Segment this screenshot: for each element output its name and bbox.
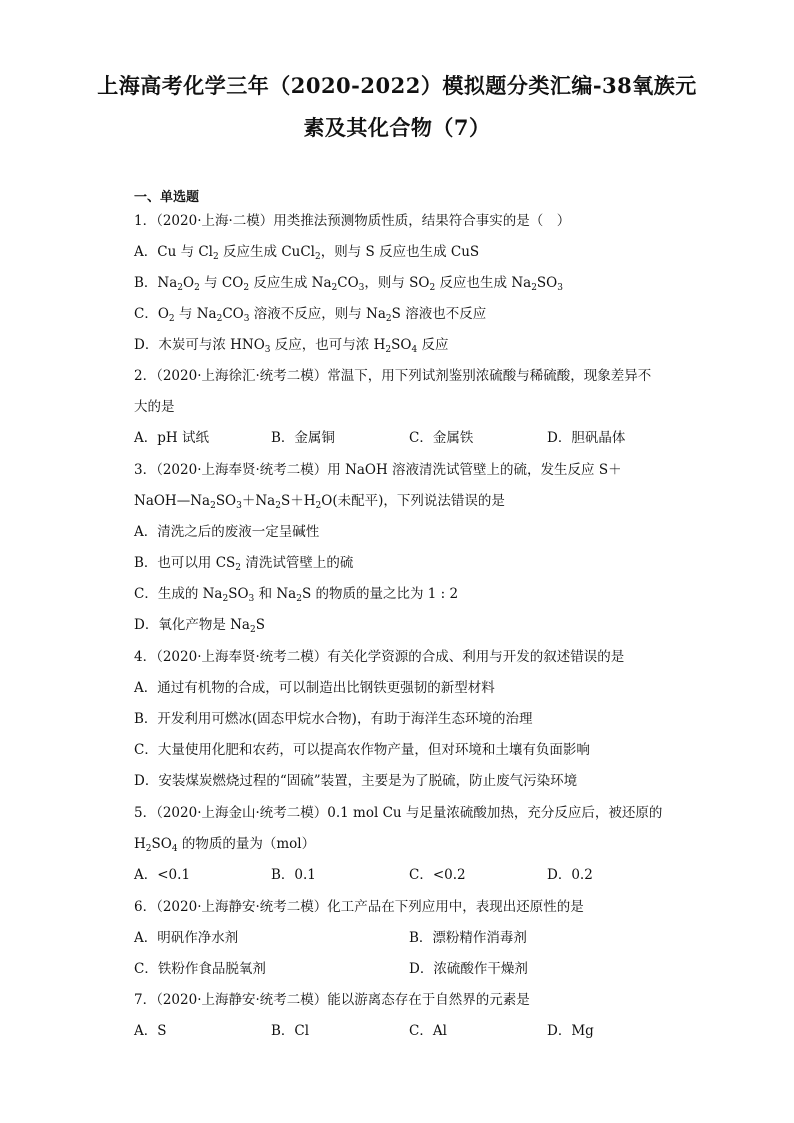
- q6-option-b: B．漂粉精作消毒剂: [409, 930, 527, 946]
- q1-option-b: B．$Na_2O_2$ 与 $CO_2$ 反应生成 $Na_2CO_3$，则与 $SO_2$ 反应也生成 $Na_2SO_3$: [134, 275, 563, 293]
- q2-option-d: D．胆矾晶体: [547, 430, 626, 446]
- q3-stem-line-1: 3．（2020·上海奉贤·统考二模）用 NaOH 溶液清洗试管壁上的硫，发生反应 S＋: [134, 462, 622, 478]
- q4-option-a: A．通过有机物的合成，可以制造出比钢铁更强韧的新型材料: [134, 680, 495, 696]
- q4-stem: 4．（2020·上海奉贤·统考二模）有关化学资源的合成、利用与开发的叙述错误的是: [134, 649, 625, 665]
- q2-option-a: A．pH 试纸: [134, 430, 209, 446]
- q2-stem-line-1: 2．（2020·上海徐汇·统考二模）常温下，用下列试剂鉴别浓硫酸与稀硫酸，现象差异不: [134, 368, 652, 384]
- q2-option-c: C．金属铁: [409, 430, 474, 446]
- q5-option-c: C．<0.2: [409, 867, 466, 883]
- q3-option-d: D．氧化产物是 $Na_2S$: [134, 617, 265, 635]
- q7-option-c: C．Al: [409, 1023, 447, 1039]
- q7-stem: 7．（2020·上海静安·统考二模）能以游离态存在于自然界的元素是: [134, 992, 530, 1008]
- q3-stem-line-2: $NaOH—Na_2SO_3+Na_2S+H_2O$(未配平)，下列说法错误的是: [134, 493, 505, 511]
- q5-stem-line-2: $H_2SO_4$ 的物质的量为（mol）: [134, 836, 316, 854]
- section-heading: 一、单选题: [134, 190, 200, 205]
- q6-stem: 6．（2020·上海静安·统考二模）化工产品在下列应用中，表现出还原性的是: [134, 899, 584, 915]
- q4-option-b: B．开发利用可燃冰(固态甲烷水合物)，有助于海洋生态环境的治理: [134, 711, 533, 727]
- q6-option-a: A．明矾作净水剂: [134, 930, 239, 946]
- q3-option-c: C．生成的 $Na_2SO_3$ 和 $Na_2S$ 的物质的量之比为 1 : 2: [134, 586, 459, 604]
- q6-option-c: C．铁粉作食品脱氧剂: [134, 961, 266, 977]
- page-title-line-1: 上海高考化学三年（2020-2022）模拟题分类汇编-38氧族元: [97, 73, 697, 98]
- q7-option-a: A．S: [134, 1023, 167, 1039]
- q5-option-b: B．0.1: [271, 867, 316, 883]
- q5-stem-line-1: 5．（2020·上海金山·统考二模）0.1 mol Cu 与足量浓硫酸加热，充分反应后，被还原的: [134, 805, 663, 821]
- q2-option-b: B．金属铜: [271, 430, 335, 446]
- q5-option-a: A．<0.1: [134, 867, 191, 883]
- q3-option-a: A．清洗之后的废液一定呈碱性: [134, 524, 320, 540]
- q7-option-b: B．Cl: [271, 1023, 310, 1039]
- q7-option-d: D．Mg: [547, 1023, 594, 1039]
- q4-option-c: C．大量使用化肥和农药，可以提高农作物产量，但对环境和土壤有负面影响: [134, 742, 590, 758]
- q5-option-d: D．0.2: [547, 867, 593, 883]
- q1-stem: 1．（2020·上海·二模）用类推法预测物质性质，结果符合事实的是（ ）: [134, 213, 571, 229]
- page-title-line-2: 素及其化合物（7）: [303, 115, 491, 140]
- q2-stem-line-2: 大的是: [134, 399, 175, 415]
- q3-option-b: B．也可以用 $CS_2$ 清洗试管壁上的硫: [134, 555, 354, 573]
- q6-option-d: D．浓硫酸作干燥剂: [409, 961, 528, 977]
- q1-option-a: A．Cu 与 $Cl_2$ 反应生成 CuCl$_2$，则与 S 反应也生成 CuS: [134, 244, 480, 262]
- q1-option-c: C．$O_2$ 与 $Na_2CO_3$ 溶液不反应，则与 $Na_2S$ 溶液也不反应: [134, 306, 487, 324]
- q4-option-d: D．安装煤炭燃烧过程的“固硫”装置，主要是为了脱硫，防止废气污染环境: [134, 773, 578, 789]
- q1-option-d: D．木炭可与浓 $HNO_3$ 反应，也可与浓 $H_2SO_4$ 反应: [134, 337, 449, 355]
